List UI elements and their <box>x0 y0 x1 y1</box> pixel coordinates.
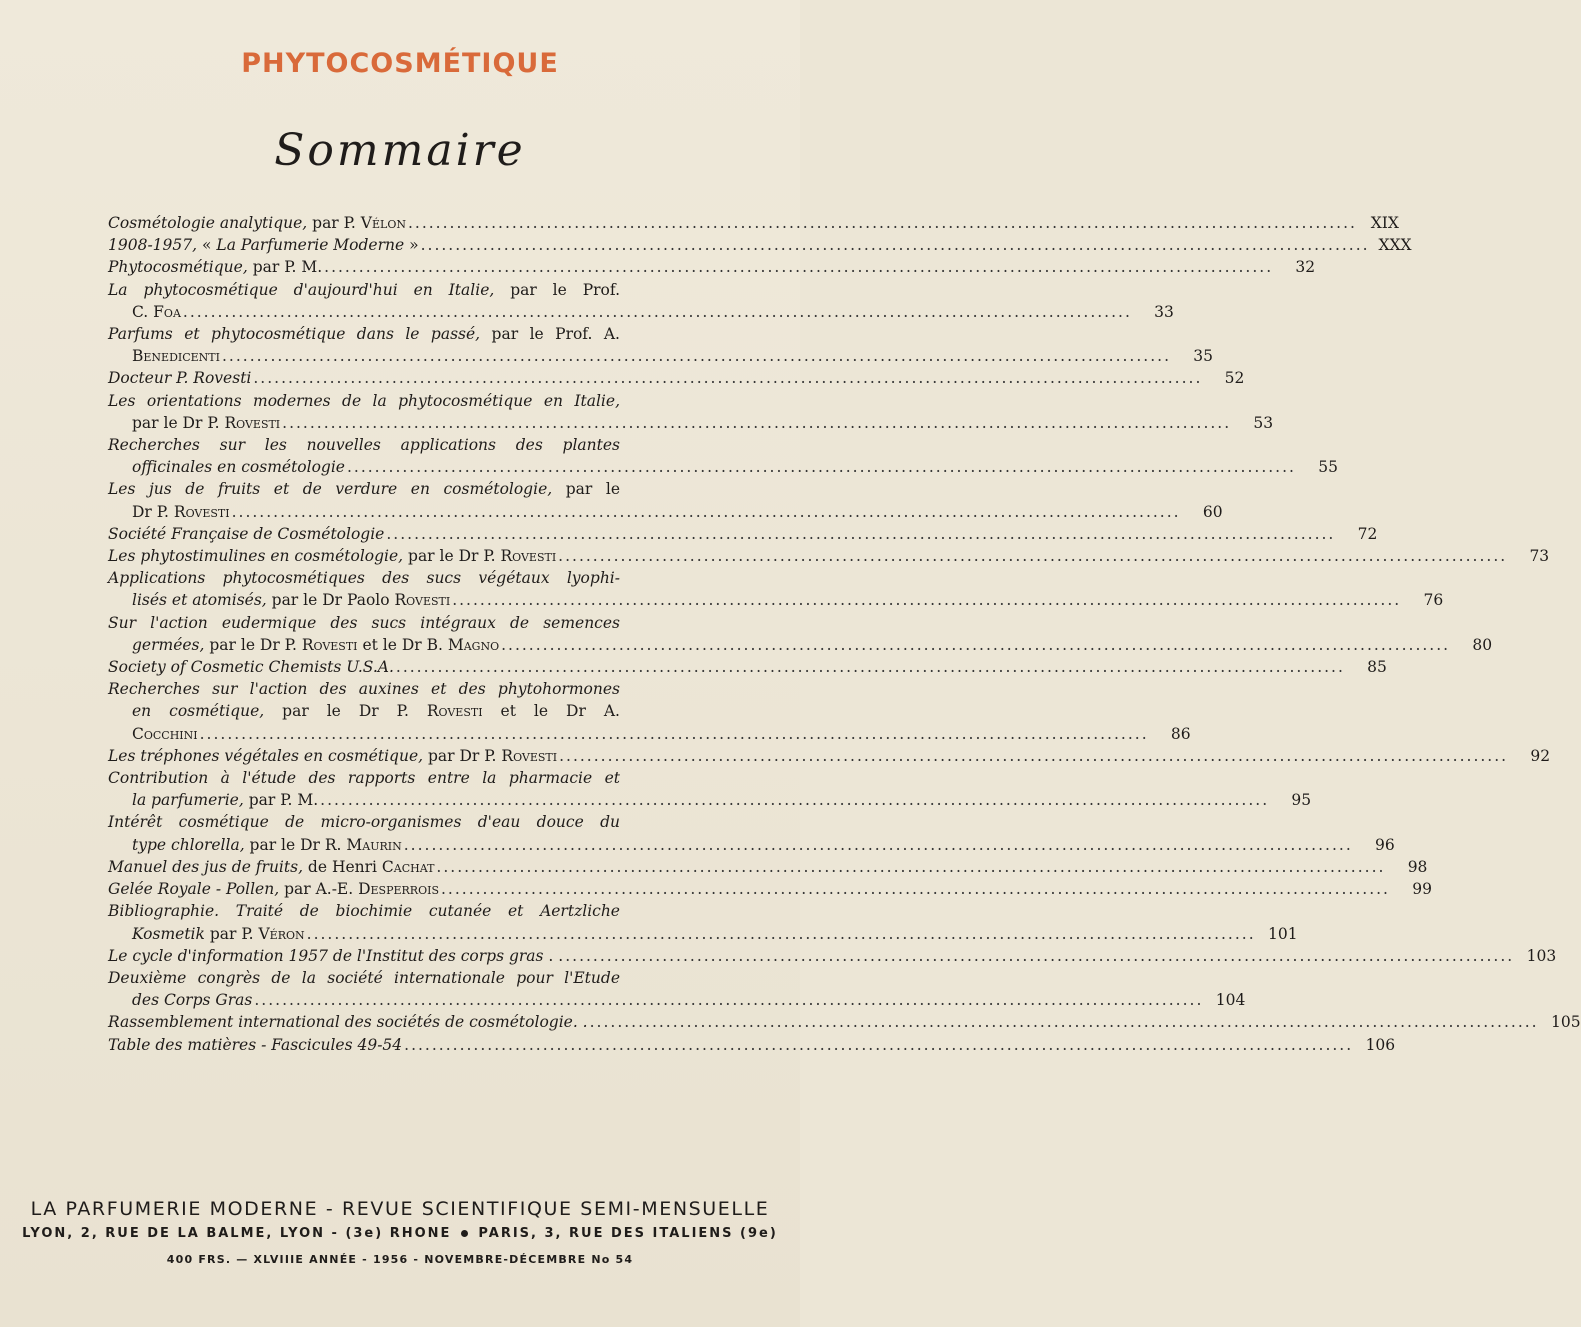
toc-page-number: 53 <box>1253 413 1274 432</box>
toc-page-number: 95 <box>1291 791 1312 810</box>
toc-entry-title <box>132 501 230 523</box>
toc-text-part: et le Dr B. <box>357 635 448 654</box>
dot-leader <box>253 367 1202 389</box>
toc-entry-line <box>108 634 1493 656</box>
toc-page-number: 52 <box>1224 369 1245 388</box>
toc-text-part: « <box>197 236 217 255</box>
toc-text-part: Cocchini <box>132 724 198 743</box>
toc-page-number: 85 <box>1367 658 1387 677</box>
toc-entry-line <box>108 612 660 634</box>
toc-text-part: . . <box>543 946 564 965</box>
toc-entry <box>108 478 1223 522</box>
toc-page-number: 55 <box>1318 458 1338 477</box>
toc-entry-title <box>108 769 620 787</box>
toc-text-part: par Dr P. <box>423 746 502 765</box>
toc-entry-title <box>108 1034 402 1056</box>
toc-text-part: Cosmétologie analytique, <box>108 214 308 232</box>
toc-entry <box>108 1011 1581 1033</box>
toc-entry-title <box>108 614 620 632</box>
toc-entry-title <box>132 456 345 478</box>
toc-entry-line <box>108 301 1174 323</box>
toc-entry-line <box>108 279 660 301</box>
toc-entry-line <box>108 945 1557 967</box>
toc-entry <box>108 745 1551 767</box>
toc-entry-title <box>132 723 198 745</box>
toc-entry-line <box>108 390 660 412</box>
toc-page-number: 73 <box>1529 547 1550 566</box>
toc-entry-title <box>108 234 419 256</box>
toc-text-part: Rovesti <box>394 591 451 610</box>
toc-entry-line <box>108 523 1378 545</box>
toc-text-part: Vélon <box>360 214 406 232</box>
toc-text-part: Maurin <box>346 835 402 854</box>
toc-entry <box>108 234 1412 256</box>
toc-entry-line <box>108 367 1245 389</box>
toc-entry-line <box>108 811 660 833</box>
toc-entry-line <box>108 567 660 589</box>
toc-page-number: 96 <box>1375 835 1395 854</box>
toc-text-part: Les jus de fruits et de verdure en cosmétologie, <box>108 480 553 499</box>
toc-entry-title <box>132 589 450 611</box>
toc-text-part: Foa <box>153 302 181 321</box>
dot-leader <box>183 301 1132 323</box>
toc-entry <box>108 390 1274 434</box>
toc-entry-line <box>108 745 1551 767</box>
dot-leader <box>421 234 1370 256</box>
toc-entry-title <box>108 680 620 698</box>
toc-text-part: Sur l'action eudermique des sucs intégraux de semences <box>108 613 620 632</box>
toc-text-part: Cachat <box>381 857 435 876</box>
toc-entry-line <box>108 789 1312 811</box>
toc-entry-line <box>108 923 1298 945</box>
toc-entry <box>108 212 1399 234</box>
toc-page-number: 92 <box>1530 746 1551 765</box>
toc-entry-line <box>108 456 1338 478</box>
publication-line: LA PARFUMERIE MODERNE - REVUE SCIENTIFIQUE SEMI-MENSUELLE <box>30 1198 770 1220</box>
toc-text-part: type chlorella, <box>132 835 245 854</box>
toc-page-number: 98 <box>1407 857 1428 876</box>
toc-entry <box>108 900 1298 944</box>
page-title: Sommaire <box>274 125 526 176</box>
toc-entry-line <box>108 678 660 700</box>
toc-text-part: par P. M. <box>247 258 323 277</box>
toc-page-number: XIX <box>1370 214 1399 232</box>
dot-leader <box>386 523 1335 545</box>
toc-text-part: Manuel des jus de fruits, <box>108 857 303 876</box>
toc-entry-title <box>132 789 318 811</box>
toc-entry-title <box>132 412 280 434</box>
toc-entry-title <box>108 945 563 967</box>
toc-text-part: Phytocosmétique, <box>108 258 248 277</box>
issue-line: 400 FRS. — XLVIIIE ANNÉE - 1956 - NOVEMBRE-DÉCEMBRE No 54 <box>166 1253 634 1266</box>
toc-text-part: Benedicenti <box>132 347 220 366</box>
toc-text-part: Dr P. <box>132 502 174 521</box>
toc-page-number: 86 <box>1170 724 1191 743</box>
toc-page-number: 99 <box>1412 880 1432 899</box>
toc-text-part: 1908-1957, <box>108 236 198 255</box>
toc-entry-title <box>108 569 620 587</box>
toc-text-part: par P. <box>204 924 259 943</box>
toc-entry-line <box>108 989 1246 1011</box>
toc-text-part: La phytocosmétique d'aujourd'hui en Italie, <box>108 280 495 299</box>
toc-entry-title <box>108 523 384 545</box>
dot-leader <box>254 989 1203 1011</box>
toc-text-part: par P. M. <box>243 791 319 810</box>
toc-text-part: par le <box>552 480 620 499</box>
toc-entry-title <box>108 656 394 678</box>
toc-text-part: Parfums et phytocosmétique dans le passé, <box>108 325 481 344</box>
toc-text-part: par le Dr P. <box>132 413 225 432</box>
toc-entry-title <box>108 545 556 567</box>
toc-entry-title <box>108 392 620 410</box>
toc-entry-title <box>108 1011 588 1033</box>
toc-entry-title <box>108 745 557 767</box>
toc-text-part: La Parfumerie Moderne <box>216 236 405 255</box>
toc-entry <box>108 279 1174 323</box>
toc-entry-line <box>108 767 660 789</box>
toc-entry-line <box>108 656 1387 678</box>
dot-leader <box>408 212 1357 234</box>
toc-text-part: Le cycle d'information 1957 de l'Institut des corps gras <box>108 946 544 965</box>
dot-leader <box>590 1011 1539 1033</box>
toc-text-part: Les phytostimulines en cosmétologie, <box>108 547 404 566</box>
toc-entry-line <box>108 878 1432 900</box>
dot-leader <box>200 723 1149 745</box>
toc-entry-title <box>108 902 620 920</box>
toc-text-part: Contribution à l'étude des rapports entre la pharmacie et <box>108 769 620 788</box>
toc-text-part: Les tréphones végétales en cosmétique, <box>108 746 424 765</box>
toc-page-number: 35 <box>1193 347 1213 366</box>
toc-text-part: Les orientations modernes de la phytocosmétique en Italie, <box>108 391 620 410</box>
toc-text-part: Magno <box>447 635 500 654</box>
toc-text-part: Deuxième congrès de la société internationale pour l'Etude <box>108 968 620 987</box>
toc-text-part: par le Dr P. <box>264 702 427 721</box>
toc-page-number: 101 <box>1268 924 1298 943</box>
toc-text-part: Rovesti <box>500 547 557 566</box>
toc-text-part: » <box>404 236 419 255</box>
toc-entry-title <box>132 301 181 323</box>
toc-text-part: Rassemblement international des sociétés de cosmétologie. . <box>108 1013 588 1032</box>
toc-entry-line <box>108 323 660 345</box>
toc-page-number: 76 <box>1423 591 1444 610</box>
toc-page-number: 80 <box>1472 635 1493 654</box>
toc-entry <box>108 523 1378 545</box>
toc-entry-title <box>108 480 620 498</box>
dot-leader <box>282 412 1231 434</box>
toc-text-part: Society of Cosmetic Chemists U.S.A. <box>108 658 394 677</box>
toc-page-number: 32 <box>1295 258 1316 277</box>
toc-text-part: Gelée Royale - Pollen, <box>108 880 280 899</box>
toc-text-part: Bibliographie. Traité de biochimie cutanée et Aertzliche <box>108 902 620 921</box>
toc-text-part: Rovesti <box>501 746 558 765</box>
toc-entry <box>108 945 1557 967</box>
toc-entry-title <box>108 281 620 299</box>
toc-text-part: lisés et atomisés, <box>132 591 267 610</box>
dot-leader <box>404 1034 1353 1056</box>
toc-text-part: par P. <box>307 214 361 232</box>
section-kicker: PHYTOCOSMÉTIQUE <box>241 48 559 79</box>
toc-text-part: Société Française de Cosmétologie <box>108 524 385 543</box>
toc-entry <box>108 367 1245 389</box>
toc-entry <box>108 656 1387 678</box>
toc-entry-line <box>108 700 660 722</box>
toc-page-number: 106 <box>1365 1035 1396 1054</box>
toc-entry <box>108 767 1312 811</box>
toc-entry <box>108 878 1432 900</box>
bullet-icon <box>461 1230 468 1237</box>
toc-page-number: 104 <box>1215 991 1246 1010</box>
toc-entry-title <box>108 212 406 234</box>
toc-text-part: par le Dr P. <box>403 547 501 566</box>
toc-entry-line <box>108 967 660 989</box>
toc-entry-title <box>108 436 620 454</box>
toc-entry-title <box>132 634 499 656</box>
toc-text-part: Table des matières - Fascicules 49-54 <box>108 1035 403 1054</box>
toc-text-part: par le Dr P. <box>204 635 302 654</box>
toc-text-part: de Henri <box>303 857 382 876</box>
toc-text-part: officinales en cosmétologie <box>132 458 345 477</box>
toc-entry-line <box>108 478 660 500</box>
toc-entry <box>108 1034 1396 1056</box>
toc-text-part: par le Dr R. <box>244 835 347 854</box>
toc-entry-line <box>108 856 1428 878</box>
toc-page-number: 72 <box>1357 524 1378 543</box>
toc-entry-title <box>108 856 434 878</box>
toc-entry-line <box>108 545 1550 567</box>
toc-entry <box>108 856 1428 878</box>
toc-entry-line <box>108 900 660 922</box>
dot-leader <box>222 345 1171 367</box>
toc-text-part: des Corps Gras <box>132 991 253 1010</box>
dot-leader <box>404 834 1353 856</box>
dot-leader <box>347 456 1296 478</box>
toc-entry-line <box>108 501 1223 523</box>
toc-text-part: Rovesti <box>173 502 230 521</box>
toc-entry-title <box>108 256 322 278</box>
toc-entry-title <box>132 702 620 720</box>
toc-text-part: Kosmetik <box>132 924 205 943</box>
dot-leader <box>559 745 1508 767</box>
toc-text-part: Intérêt cosmétique de micro-organismes d'eau douce du <box>108 813 620 832</box>
toc-text-part: la parfumerie, <box>132 791 244 810</box>
toc-entry-title <box>108 325 620 343</box>
toc-text-part: Recherches sur les nouvelles applications des plantes <box>108 436 620 455</box>
toc-entry-title <box>132 923 305 945</box>
toc-text-part: Rovesti <box>301 635 358 654</box>
toc-text-part: par A.-E. <box>279 880 359 899</box>
toc-entry-line <box>108 1011 1581 1033</box>
toc-entry <box>108 323 1213 367</box>
toc-text-part: Rovesti <box>426 702 483 721</box>
table-of-contents <box>108 212 1581 1056</box>
dot-leader <box>307 923 1256 945</box>
toc-text-part: Véron <box>258 924 305 943</box>
toc-text-part: en cosmétique, <box>132 702 265 721</box>
toc-text-part: Desperrois <box>358 880 439 899</box>
toc-entry-line <box>108 412 1274 434</box>
toc-entry-line <box>108 212 1399 234</box>
toc-text-part: Rovesti <box>224 413 281 432</box>
toc-entry-line <box>108 345 1213 367</box>
address-line <box>0 1226 800 1241</box>
toc-text-part: C. <box>132 302 154 321</box>
toc-entry <box>108 567 1444 611</box>
toc-text-part: germées, <box>132 635 205 654</box>
toc-entry-line <box>108 1034 1396 1056</box>
dot-leader <box>452 589 1401 611</box>
toc-entry-line <box>108 834 1395 856</box>
toc-entry <box>108 256 1316 278</box>
toc-entry-line <box>108 723 1191 745</box>
toc-entry-title <box>132 989 252 1011</box>
dot-leader <box>320 789 1269 811</box>
toc-text-part: Applications phytocosmétiques des sucs végétaux lyophi- <box>108 569 620 588</box>
toc-page-number: XXX <box>1378 236 1412 255</box>
dot-leader <box>565 945 1514 967</box>
toc-entry <box>108 811 1395 855</box>
toc-text-part: et le Dr A. <box>482 702 620 721</box>
toc-entry-title <box>108 969 620 987</box>
toc-page-number: 60 <box>1202 502 1223 521</box>
dot-leader <box>232 501 1181 523</box>
dot-leader <box>324 256 1273 278</box>
toc-text-part: Docteur P. Rovesti <box>108 369 252 388</box>
address-paris: PARIS, 3, RUE DES ITALIENS (9e) <box>478 1226 778 1241</box>
address-lyon: LYON, 2, RUE DE LA BALME, LYON - (3e) RHONE <box>22 1226 452 1241</box>
toc-entry-line <box>108 434 660 456</box>
toc-entry <box>108 967 1246 1011</box>
toc-page-number: 105 <box>1551 1013 1581 1032</box>
toc-page-number: 103 <box>1526 946 1557 965</box>
toc-entry-title <box>108 367 251 389</box>
dot-leader <box>501 634 1450 656</box>
toc-entry-line <box>108 589 1444 611</box>
toc-entry <box>108 434 1338 478</box>
dot-leader <box>558 545 1507 567</box>
toc-entry-title <box>132 834 402 856</box>
toc-text-part: Recherches sur l'action des auxines et des phytohormones <box>108 680 620 699</box>
toc-text-part: par le Prof. <box>494 280 621 299</box>
toc-entry-line <box>108 234 1412 256</box>
toc-entry <box>108 612 1493 656</box>
toc-page-number: 33 <box>1154 302 1174 321</box>
toc-text-part: par le Dr Paolo <box>266 591 395 610</box>
toc-entry-title <box>108 878 439 900</box>
toc-entry-title <box>108 813 620 831</box>
toc-entry <box>108 545 1550 567</box>
dot-leader <box>396 656 1345 678</box>
toc-entry-title <box>132 345 220 367</box>
dot-leader <box>436 856 1385 878</box>
toc-entry-line <box>108 256 1316 278</box>
toc-text-part: par le Prof. A. <box>480 325 620 344</box>
dot-leader <box>441 878 1390 900</box>
toc-entry <box>108 678 1191 745</box>
